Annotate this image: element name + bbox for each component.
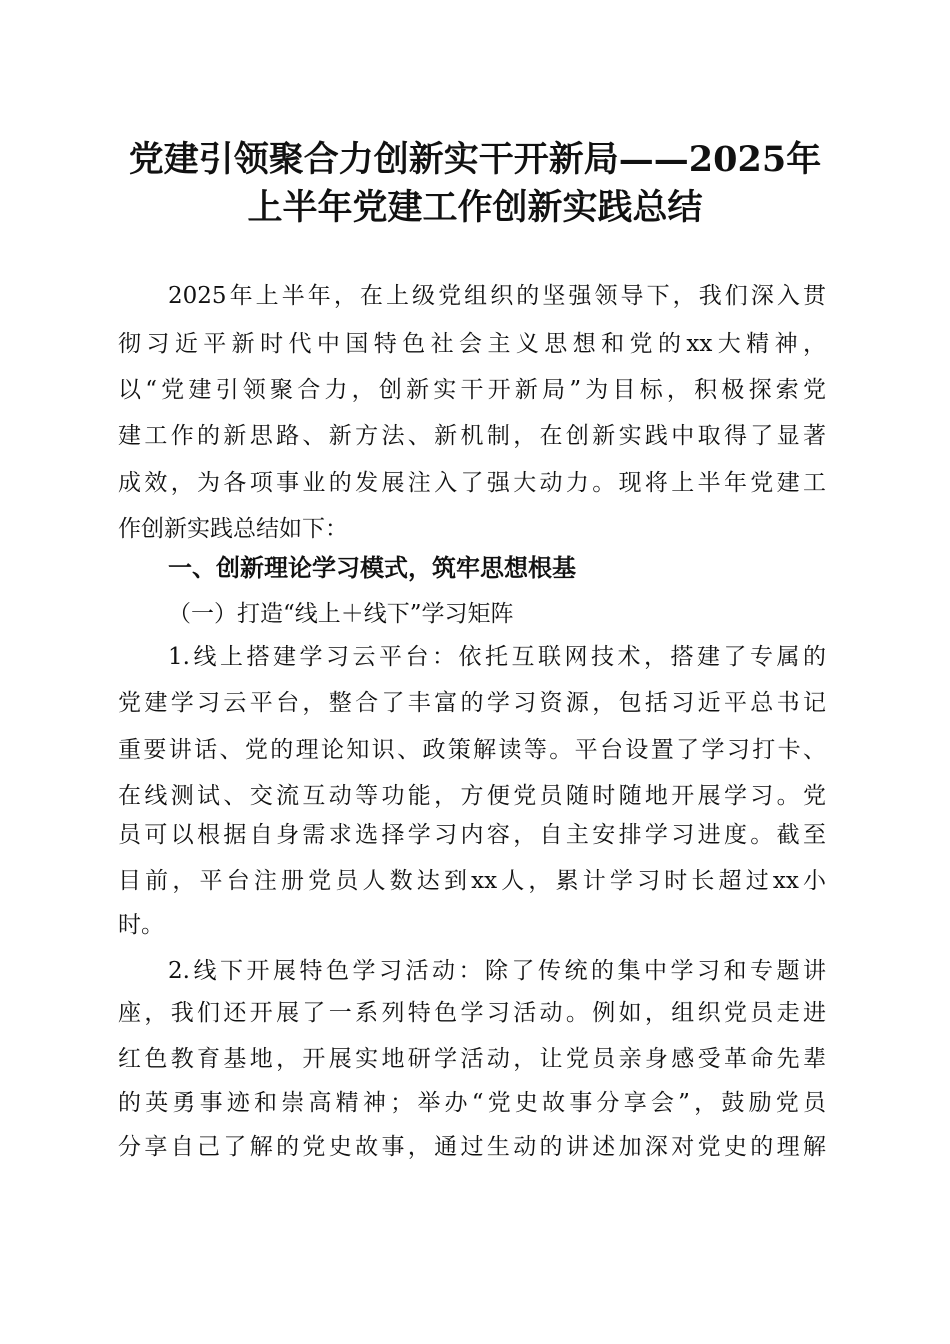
item1-line: 员可以根据自身需求选择学习内容，自主安排学习进度。截至 [118, 822, 826, 848]
item2-line: 分享自己了解的党史故事，通过生动的讲述加深对党史的理解 [118, 1134, 826, 1160]
intro-line: 建工作的新思路、新方法、新机制，在创新实践中取得了显著 [118, 423, 826, 449]
item2-line: 红色教育基地，开展实地研学活动，让党员亲身感受革命先辈 [118, 1046, 826, 1072]
item1-line: 目前，平台注册党员人数达到xx人，累计学习时长超过xx小 [118, 868, 826, 894]
intro-line: 彻习近平新时代中国特色社会主义思想和党的xx大精神， [118, 331, 826, 357]
document-title-line-2: 上半年党建工作创新实践总结 [247, 187, 703, 228]
item1-line: 1.线上搭建学习云平台：依托互联网技术，搭建了专属的 [168, 644, 826, 670]
intro-line: 成效，为各项事业的发展注入了强大动力。现将上半年党建工 [118, 470, 826, 496]
item2-line: 的英勇事迹和崇高精神；举办“党史故事分享会”，鼓励党员 [118, 1090, 826, 1116]
intro-line: 作创新实践总结如下： [118, 516, 348, 542]
item1-line: 重要讲话、党的理论知识、政策解读等。平台设置了学习打卡、 [118, 737, 826, 763]
intro-line: 2025年上半年，在上级党组织的坚强领导下，我们深入贯 [168, 283, 826, 309]
subsection-heading: （一）打造“线上＋线下”学习矩阵 [168, 601, 514, 627]
section-heading: 一、创新理论学习模式，筑牢思想根基 [168, 554, 576, 582]
item1-line: 党建学习云平台，整合了丰富的学习资源，包括习近平总书记 [118, 690, 826, 716]
item1-line: 时。 [118, 912, 164, 938]
intro-line: 以“党建引领聚合力，创新实干开新局”为目标，积极探索党 [118, 377, 826, 403]
item2-line: 座，我们还开展了一系列特色学习活动。例如，组织党员走进 [118, 1000, 826, 1026]
document-title-line-1: 党建引领聚合力创新实干开新局——2025年 [128, 139, 822, 180]
item2-line: 2.线下开展特色学习活动：除了传统的集中学习和专题讲 [168, 958, 826, 984]
item1-line: 在线测试、交流互动等功能，方便党员随时随地开展学习。党 [118, 783, 826, 809]
